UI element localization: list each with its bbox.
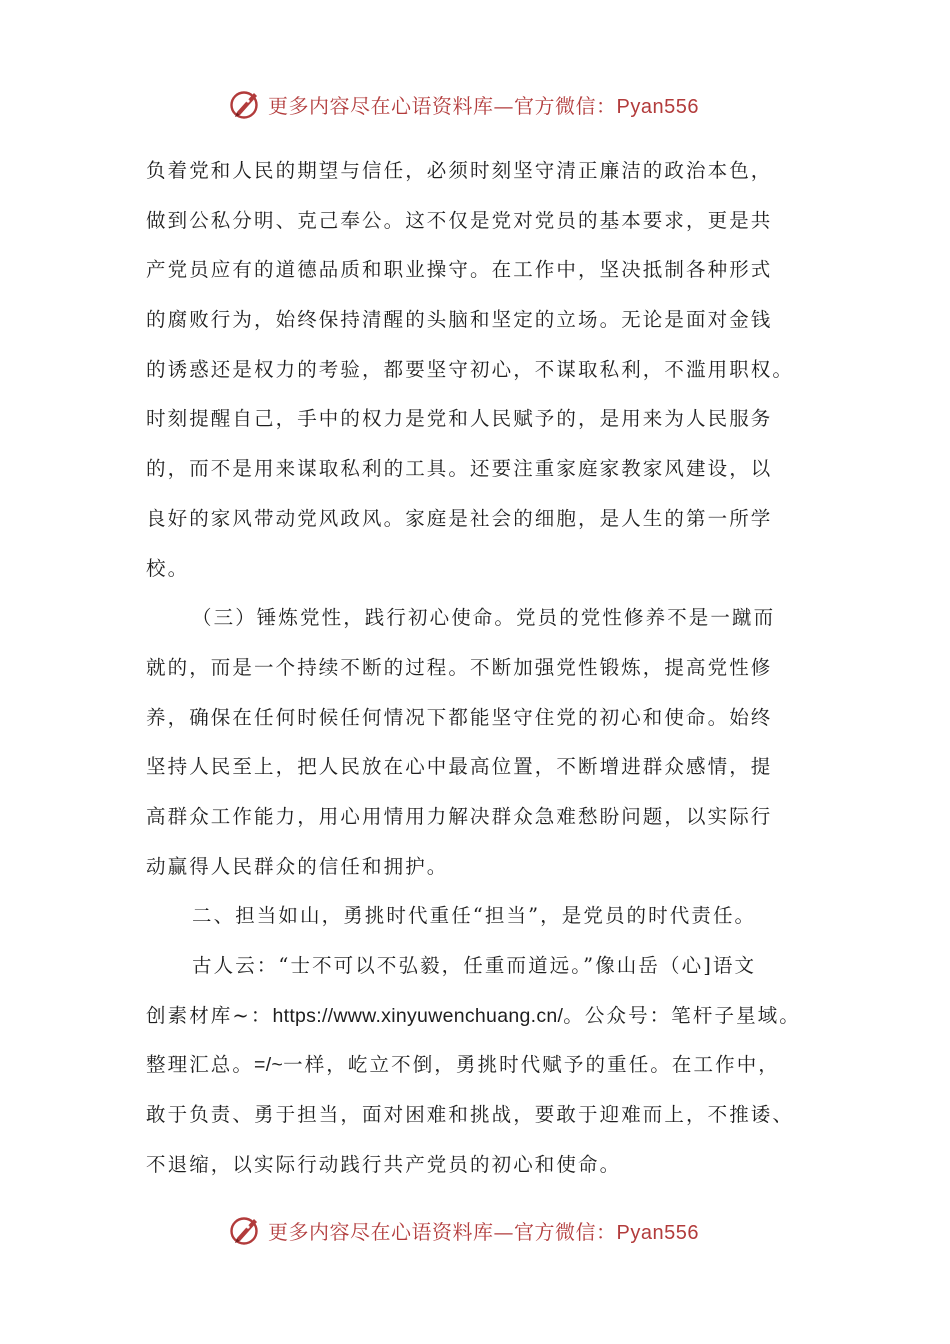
source-url[interactable]: https://www.xinyuwenchuang.cn/ <box>272 1004 564 1027</box>
pen-nib-circle-icon <box>228 1213 262 1247</box>
header-banner <box>228 84 748 124</box>
section-heading-line: 二、担当如山，勇挑时代重任“担当”，是党员的时代责任。 <box>192 904 757 928</box>
body-line: 产党员应有的道德品质和职业操守。在工作中，坚决抵制各种形式 <box>146 258 773 282</box>
pen-nib-circle-icon <box>228 87 262 121</box>
section-heading-line: （三）锤炼党性，践行初心使命。党员的党性修养不是一蹴而 <box>192 606 776 630</box>
body-line: 就的，而是一个持续不断的过程。不断加强党性锻炼，提高党性修 <box>146 655 773 679</box>
body-line: 负着党和人民的期望与信任，必须时刻坚守清正廉洁的政治本色， <box>146 159 773 182</box>
body-line: 高群众工作能力，用心用情用力解决群众急难愁盼问题，以实际行 <box>146 804 773 828</box>
document-body <box>146 146 826 1189</box>
body-line: 整理汇总。=/~一样，屹立不倒，勇挑时代赋予的重任。在工作中， <box>146 1053 780 1077</box>
body-line: 良好的家风带动党风政风。家庭是社会的细胞，是人生的第一所学 <box>146 506 773 530</box>
body-line: 校。 <box>146 556 190 580</box>
body-line: 的诱惑还是权力的考验，都要坚守初心，不谋取私利，不滥用职权。 <box>146 357 795 381</box>
body-line: 不退缩，以实际行动践行共产党员的初心和使命。 <box>146 1152 622 1176</box>
body-line: 坚持人民至上，把人民放在心中最高位置，不断增进群众感情，提 <box>146 755 773 779</box>
body-line: 动赢得人民群众的信任和拥护。 <box>146 854 449 878</box>
body-line: 做到公私分明、克己奉公。这不仅是党对党员的基本要求，更是共 <box>146 208 773 232</box>
body-line: 创素材库~：https://www.xinyuwenchuang.cn/。公众号：笔杆子星域。 <box>146 1003 801 1027</box>
body-line: 的，而不是用来谋取私利的工具。还要注重家庭家教家风建设，以 <box>146 457 773 481</box>
header-banner-text: 更多内容尽在心语资料库—官方微信：Pyan556 <box>268 93 699 118</box>
body-line: 古人云：“士不可以不弘毅，任重而道远。”像山岳（心]语文 <box>192 954 757 977</box>
body-line: 时刻提醒自己，手中的权力是党和人民赋予的，是用来为人民服务 <box>146 407 773 431</box>
footer-banner-text: 更多内容尽在心语资料库—官方微信：Pyan556 <box>268 1219 699 1244</box>
body-line: 敢于负责、勇于担当，面对困难和挑战，要敢于迎难而上，不推诿、 <box>146 1103 795 1127</box>
body-line: 养，确保在任何时候任何情况下都能坚守住党的初心和使命。始终 <box>146 705 773 729</box>
body-line: 的腐败行为，始终保持清醒的头脑和坚定的立场。无论是面对金钱 <box>146 308 773 332</box>
footer-banner <box>228 1210 748 1250</box>
